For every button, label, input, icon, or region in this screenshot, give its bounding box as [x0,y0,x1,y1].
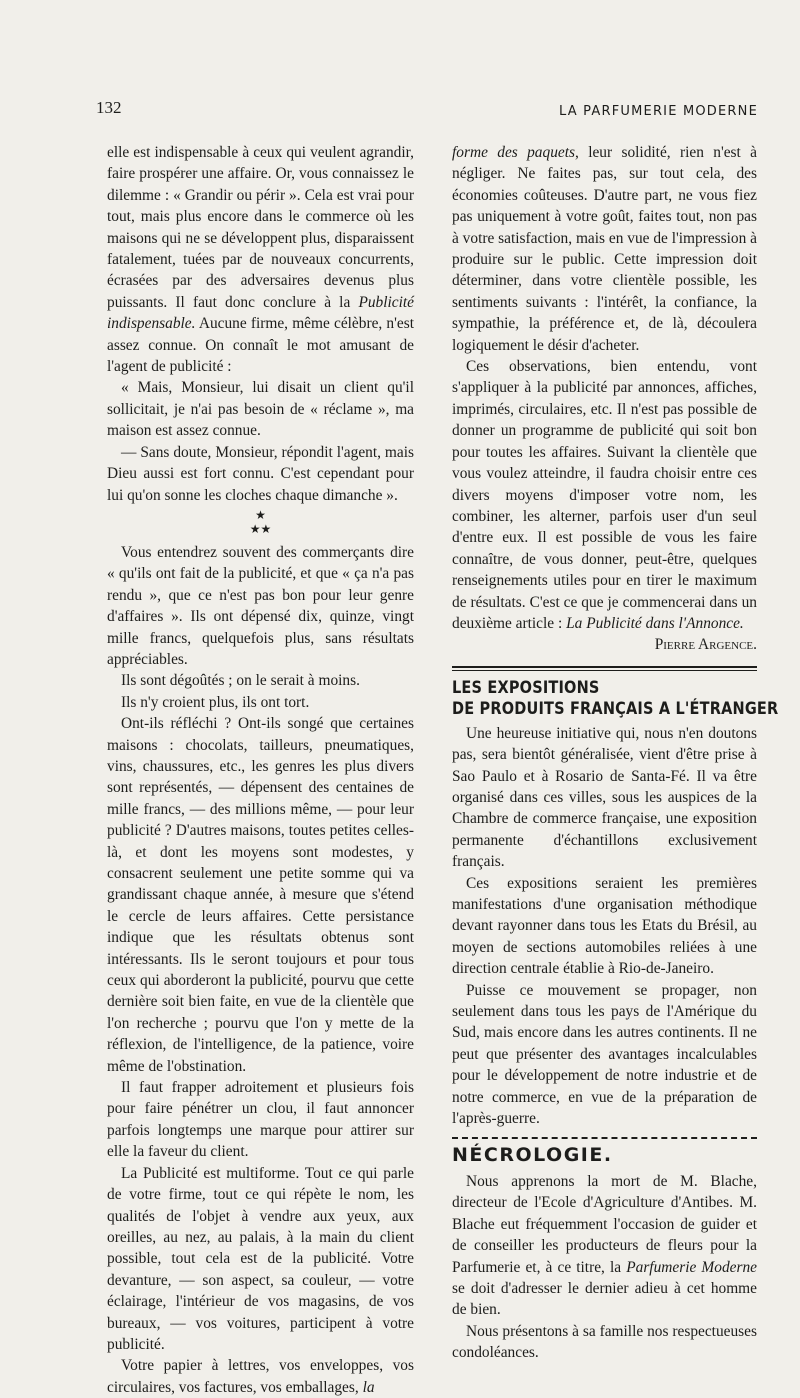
paragraph: Nous apprenons la mort de M. Blache, directeur de l'Ecole d'Agriculture d'Antibes. M. Blache eut fréquemment l'occasion de guider et de conseiller les producteurs de fleurs pour la Parfumerie et, à ce titre, la Parfumerie Moderne se doit d'adresser le dernier adieu à cet homme de bien. [452,1172,757,1319]
paragraph: « Mais, Monsieur, lui disait un client qu'il sollicitait, je n'ai pas besoin de « réclame », ma maison est assez connue. [107,379,414,440]
paragraph: Ces expositions seraient les premières manifestations d'une organisation méthodique devant rayonner dans tous les Etats du Brésil, au moyen de sections automobiles reliées à une direction centrale établie à Rio-de-Janeiro. [452,874,757,978]
author-signature: Pierre Argence. [654,636,757,654]
paragraph: Ont-ils réfléchi ? Ont-ils songé que certaines maisons : chocolats, tailleurs, pneumatiques, vins, chaussures, etc., les genres les plus divers sont représentés, — dépensent des centaines de mille francs, — des millions même, — pour leur publicité ? D'autres maisons, toutes petites celles-là, et dont les moyens sont modestes, y consacrent seulement une petite somme qui va grandissant chaque année, à mesure que s'étend le cercle de leurs affaires. Cette persistance indique que les résultats obtenus sont intéressants. Ils le seront toujours et pour tous ceux qui aborderont la publicité, pourvu que cette dernière soit bien faite, en vue de la clientèle que l'on recherche ; pourvu que l'on y mette de la réflexion, de l'intelligence, de la patience, voire même de l'obstination. [107,715,414,1075]
paragraph: elle est indispensable à ceux qui veulent agrandir, faire prospérer une affaire. Or, vous connaissez le dilemme : « Grandir ou périr ». Cela est vrai pour tout, mais plus encore dans le commerce où les maisons qui ne se développent plus, disparaissent fatalement, tuées par de nouveaux concurrents, écrasées par des adversaires devenus plus puissants. Il faut donc conclure à la Publicité indispensable. Aucune firme, même célèbre, n'est assez connue. On connaît le mot amusant de l'agent de publicité : [107,144,414,376]
paragraph: Vous entendrez souvent des commerçants dire « qu'ils ont fait de la publicité, et que « ça n'a pas rendu », que ce n'est pas bon pour leur genre d'affaires ». Ils ont dépensé dix, quinze, vingt mille francs, quelquefois plus, sans résultats appréciables. [107,543,414,668]
right-column [452,142,779,1364]
section-divider [452,666,757,671]
section-break-stars: ★ ★★ [249,507,272,536]
left-column [107,142,414,1398]
paragraph: Votre papier à lettres, vos enveloppes, vos circulaires, vos factures, vos emballages, la [107,1357,414,1396]
section-heading-necrologie: NÉCROLOGIE. [452,1144,613,1167]
section-divider [452,1137,757,1139]
section-heading-expositions: LES EXPOSITIONS DE PRODUITS FRANÇAIS A L'ÉTRANGER [452,677,779,718]
paragraph: Une heureuse initiative qui, nous n'en doutons pas, sera bientôt généralisée, vient d'être prise à Sao Paulo et à Rosario de Santa-Fé. Il va être organisé dans ces villes, sous les auspices de la Chambre de commerce française, une exposition permanente d'échantillons exclusivement français. [452,724,757,871]
paragraph: Il faut frapper adroitement et plusieurs fois pour faire pénétrer un clou, il faut annoncer parfois longtemps une marque pour attirer sur elle la faveur du client. [107,1079,414,1161]
paragraph: Ils n'y croient plus, ils ont tort. [121,693,310,711]
paragraph: La Publicité est multiforme. Tout ce qui parle de votre firme, tout ce qui répète le nom, les qualités de l'objet à vendre aux yeux, aux oreilles, au nez, au palais, à la main du client possible, tout cela est de la publicité. Votre devanture, — son aspect, sa couleur, — votre éclairage, l'intérieur de vos magasins, de vos bureaux, — vos voitures, participent à votre publicité. [107,1164,414,1353]
page-number: 132 [96,98,122,117]
paragraph: forme des paquets, leur solidité, rien n'est à négliger. Ne faites pas, sur tout cela, des économies coûteuses. D'autre part, ne vous fiez pas uniquement à votre goût, faites tout, non pas à votre satisfaction, mais en vue de l'impression à produire sur le public. Cette impression doit déterminer, dans votre clientèle possible, les sentiments suivants : l'intérêt, la confiance, la sympathie, la préférence et, de là, découlera logiquement le désir d'acheter. [452,144,757,354]
paragraph: Puisse ce mouvement se propager, non seulement dans tous les pays de l'Amérique du Sud, mais encore dans les autres continents. Il ne peut que présenter des avantages incalculables pour le développement de notre industrie et de notre commerce, en vue de la préparation de l'après-guerre. [452,981,757,1128]
running-title: LA PARFUMERIE MODERNE [559,104,758,119]
paragraph: Nous présentons à sa famille nos respectueuses condoléances. [452,1322,757,1362]
paragraph: Ils sont dégoûtés ; on le serait à moins. [121,672,360,690]
paragraph: Ces observations, bien entendu, vont s'appliquer à la publicité par annonces, affiches, imprimés, circulaires, etc. Il n'est pas possible de donner un programme de publicité qui soit bon pour toutes les affaires. Suivant la clientèle que vous voulez atteindre, il faudra choisir entre ces divers moyens d'imposer votre nom, les combiner, les alterner, parfois user d'un seul d'entre eux. Il est possible de vous les faire connaître, de vous donner, peut-être, quelques renseignements utiles pour en tirer le maximum de résultats. C'est ce que je commencerai dans un deuxième article : La Publicité dans l'Annonce. [452,358,757,632]
paragraph: — Sans doute, Monsieur, répondit l'agent, mais Dieu aussi est fort connu. C'est cependant pour lui qu'on sonne les cloches chaque dimanche ». [107,443,414,504]
